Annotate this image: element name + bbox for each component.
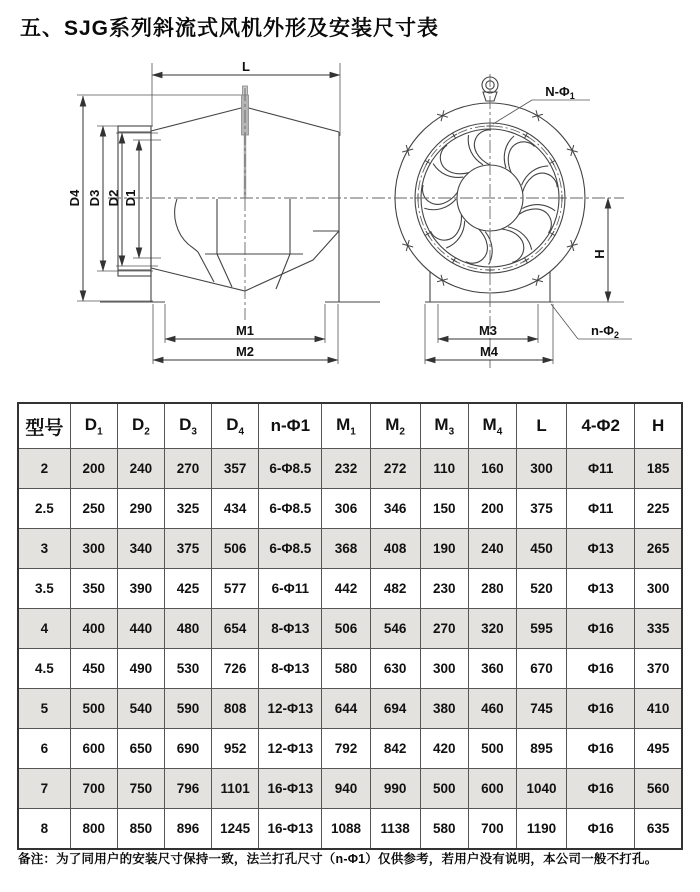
table-cell: 3.5 bbox=[18, 569, 70, 609]
table-cell: 450 bbox=[516, 529, 566, 569]
dimension-drawings bbox=[20, 58, 680, 398]
table-cell: 357 bbox=[212, 449, 259, 489]
table-cell: 745 bbox=[516, 689, 566, 729]
table-cell: 230 bbox=[420, 569, 468, 609]
table-cell: 2 bbox=[18, 449, 70, 489]
table-cell: 400 bbox=[70, 609, 117, 649]
dim-label-D1: D1 bbox=[123, 189, 138, 207]
column-header: $M_1$ bbox=[322, 403, 370, 449]
footnote: 备注：为了同用户的安装尺寸保持一致，法兰打孔尺寸（n-Φ1）仅供参考，若用户没有说明，本公司一般不打孔。 bbox=[18, 852, 658, 866]
dim-label-D4: D4 bbox=[67, 189, 82, 207]
table-cell: 225 bbox=[635, 489, 682, 529]
table-cell: 940 bbox=[322, 769, 370, 809]
table-cell: 8-Φ13 bbox=[259, 609, 322, 649]
table-cell: 990 bbox=[370, 769, 420, 809]
table-cell: Φ16 bbox=[567, 649, 635, 689]
table-cell: 460 bbox=[468, 689, 516, 729]
table-cell: 335 bbox=[635, 609, 682, 649]
column-header: n-Φ1 bbox=[259, 403, 322, 449]
table-cell: 8-Φ13 bbox=[259, 649, 322, 689]
table-cell: 1190 bbox=[516, 809, 566, 850]
dim-label-D2: D2 bbox=[106, 189, 121, 207]
table-cell: 670 bbox=[516, 649, 566, 689]
table-cell: 300 bbox=[420, 649, 468, 689]
table-cell: 185 bbox=[635, 449, 682, 489]
column-header: 4-Φ2 bbox=[567, 403, 635, 449]
table-cell: 580 bbox=[322, 649, 370, 689]
table-cell: Φ13 bbox=[567, 569, 635, 609]
dim-label-H: H bbox=[592, 249, 607, 259]
table-row bbox=[18, 769, 682, 809]
table-cell: 250 bbox=[70, 489, 117, 529]
dim-label-M4: M4 bbox=[479, 344, 499, 359]
table-row bbox=[18, 449, 682, 489]
dim-label-M2: M2 bbox=[235, 344, 255, 359]
table-cell: 306 bbox=[322, 489, 370, 529]
table-cell: 6 bbox=[18, 729, 70, 769]
table-cell: 694 bbox=[370, 689, 420, 729]
table-cell: 630 bbox=[370, 649, 420, 689]
table-cell: 434 bbox=[212, 489, 259, 529]
table-cell: 600 bbox=[70, 729, 117, 769]
table-cell: Φ16 bbox=[567, 729, 635, 769]
table-cell: 644 bbox=[322, 689, 370, 729]
table-cell: 375 bbox=[516, 489, 566, 529]
table-cell: Φ13 bbox=[567, 529, 635, 569]
column-header: $M_2$ bbox=[370, 403, 420, 449]
table-row bbox=[18, 609, 682, 649]
column-header: $D_4$ bbox=[212, 403, 259, 449]
table-cell: 700 bbox=[70, 769, 117, 809]
table-cell: 842 bbox=[370, 729, 420, 769]
table-cell: 12-Φ13 bbox=[259, 689, 322, 729]
table-cell: 4.5 bbox=[18, 649, 70, 689]
table-cell: 650 bbox=[117, 729, 164, 769]
table-cell: 16-Φ13 bbox=[259, 769, 322, 809]
table-cell: 300 bbox=[70, 529, 117, 569]
table-cell: 350 bbox=[70, 569, 117, 609]
dim-label-D3: D3 bbox=[87, 189, 102, 207]
table-cell: 896 bbox=[164, 809, 211, 850]
table-row bbox=[18, 729, 682, 769]
column-header: $D_1$ bbox=[70, 403, 117, 449]
table-cell: 442 bbox=[322, 569, 370, 609]
table-cell: 520 bbox=[516, 569, 566, 609]
table-cell: 577 bbox=[212, 569, 259, 609]
dim-label-M3: M3 bbox=[478, 323, 498, 338]
table-cell: 506 bbox=[212, 529, 259, 569]
table-cell: 7 bbox=[18, 769, 70, 809]
table-cell: 270 bbox=[164, 449, 211, 489]
table-cell: 700 bbox=[468, 809, 516, 850]
table-cell: 750 bbox=[117, 769, 164, 809]
table-cell: 240 bbox=[117, 449, 164, 489]
table-cell: 360 bbox=[468, 649, 516, 689]
table-cell: 792 bbox=[322, 729, 370, 769]
table-row bbox=[18, 809, 682, 850]
table-cell: 240 bbox=[468, 529, 516, 569]
table-row bbox=[18, 649, 682, 689]
spec-table-header-row bbox=[18, 403, 682, 449]
table-cell: 490 bbox=[117, 649, 164, 689]
column-header: $D_2$ bbox=[117, 403, 164, 449]
table-cell: 440 bbox=[117, 609, 164, 649]
table-cell: 300 bbox=[516, 449, 566, 489]
table-cell: 300 bbox=[635, 569, 682, 609]
table-cell: 726 bbox=[212, 649, 259, 689]
side-view-drawing bbox=[67, 59, 380, 364]
table-cell: 150 bbox=[420, 489, 468, 529]
table-cell: 200 bbox=[468, 489, 516, 529]
dim-label-n-phi2: $n-\Phi_2$ bbox=[591, 323, 619, 340]
table-cell: Φ16 bbox=[567, 609, 635, 649]
table-cell: 450 bbox=[70, 649, 117, 689]
mounting-base bbox=[425, 272, 553, 302]
dimension-spec-table bbox=[17, 402, 683, 850]
table-cell: 200 bbox=[70, 449, 117, 489]
table-cell: Φ16 bbox=[567, 769, 635, 809]
table-cell: 270 bbox=[420, 609, 468, 649]
table-cell: Φ16 bbox=[567, 809, 635, 850]
table-cell: 850 bbox=[117, 809, 164, 850]
table-cell: 6-Φ11 bbox=[259, 569, 322, 609]
front-view-drawing bbox=[372, 74, 632, 368]
column-header: 型号 bbox=[18, 403, 70, 449]
table-cell: 425 bbox=[164, 569, 211, 609]
table-cell: 12-Φ13 bbox=[259, 729, 322, 769]
table-cell: Φ11 bbox=[567, 449, 635, 489]
table-cell: 654 bbox=[212, 609, 259, 649]
page-title: 五、SJG系列斜流式风机外形及安装尺寸表 bbox=[20, 17, 440, 40]
table-cell: 190 bbox=[420, 529, 468, 569]
table-cell: 560 bbox=[635, 769, 682, 809]
table-cell: 530 bbox=[164, 649, 211, 689]
table-cell: 265 bbox=[635, 529, 682, 569]
column-header: L bbox=[516, 403, 566, 449]
table-cell: 160 bbox=[468, 449, 516, 489]
table-cell: 368 bbox=[322, 529, 370, 569]
table-cell: 3 bbox=[18, 529, 70, 569]
table-cell: 6-Φ8.5 bbox=[259, 489, 322, 529]
table-cell: 408 bbox=[370, 529, 420, 569]
table-cell: 272 bbox=[370, 449, 420, 489]
table-cell: 6-Φ8.5 bbox=[259, 529, 322, 569]
table-cell: 1138 bbox=[370, 809, 420, 850]
table-cell: 2.5 bbox=[18, 489, 70, 529]
table-row bbox=[18, 529, 682, 569]
table-row bbox=[18, 569, 682, 609]
table-cell: Φ11 bbox=[567, 489, 635, 529]
table-cell: 410 bbox=[635, 689, 682, 729]
table-cell: 600 bbox=[468, 769, 516, 809]
table-cell: 796 bbox=[164, 769, 211, 809]
table-cell: 595 bbox=[516, 609, 566, 649]
spec-table-body bbox=[18, 449, 682, 850]
table-cell: 340 bbox=[117, 529, 164, 569]
dim-label-L: L bbox=[242, 59, 250, 74]
table-cell: 16-Φ13 bbox=[259, 809, 322, 850]
table-cell: 952 bbox=[212, 729, 259, 769]
table-cell: 546 bbox=[370, 609, 420, 649]
table-cell: Φ16 bbox=[567, 689, 635, 729]
column-header: $M_4$ bbox=[468, 403, 516, 449]
table-cell: 390 bbox=[117, 569, 164, 609]
table-cell: 506 bbox=[322, 609, 370, 649]
table-cell: 232 bbox=[322, 449, 370, 489]
table-cell: 808 bbox=[212, 689, 259, 729]
table-cell: 346 bbox=[370, 489, 420, 529]
column-header: $D_3$ bbox=[164, 403, 211, 449]
dim-label-N-phi1: $N-\Phi_1$ bbox=[545, 84, 575, 101]
table-row bbox=[18, 489, 682, 529]
table-cell: 540 bbox=[117, 689, 164, 729]
table-cell: 480 bbox=[164, 609, 211, 649]
table-row bbox=[18, 689, 682, 729]
table-cell: 635 bbox=[635, 809, 682, 850]
table-cell: 1088 bbox=[322, 809, 370, 850]
table-cell: 380 bbox=[420, 689, 468, 729]
table-cell: 375 bbox=[164, 529, 211, 569]
table-cell: 895 bbox=[516, 729, 566, 769]
table-cell: 280 bbox=[468, 569, 516, 609]
table-cell: 290 bbox=[117, 489, 164, 529]
table-cell: 500 bbox=[70, 689, 117, 729]
table-cell: 495 bbox=[635, 729, 682, 769]
table-cell: 690 bbox=[164, 729, 211, 769]
table-cell: 110 bbox=[420, 449, 468, 489]
column-header: $M_3$ bbox=[420, 403, 468, 449]
column-header: H bbox=[635, 403, 682, 449]
table-cell: 500 bbox=[468, 729, 516, 769]
table-cell: 482 bbox=[370, 569, 420, 609]
table-cell: 320 bbox=[468, 609, 516, 649]
table-cell: 370 bbox=[635, 649, 682, 689]
table-cell: 1040 bbox=[516, 769, 566, 809]
table-cell: 6-Φ8.5 bbox=[259, 449, 322, 489]
table-cell: 580 bbox=[420, 809, 468, 850]
table-cell: 590 bbox=[164, 689, 211, 729]
dim-label-M1: M1 bbox=[235, 323, 255, 338]
table-cell: 5 bbox=[18, 689, 70, 729]
table-cell: 500 bbox=[420, 769, 468, 809]
table-cell: 420 bbox=[420, 729, 468, 769]
table-cell: 4 bbox=[18, 609, 70, 649]
table-cell: 1101 bbox=[212, 769, 259, 809]
table-cell: 800 bbox=[70, 809, 117, 850]
table-cell: 8 bbox=[18, 809, 70, 850]
table-cell: 1245 bbox=[212, 809, 259, 850]
table-cell: 325 bbox=[164, 489, 211, 529]
